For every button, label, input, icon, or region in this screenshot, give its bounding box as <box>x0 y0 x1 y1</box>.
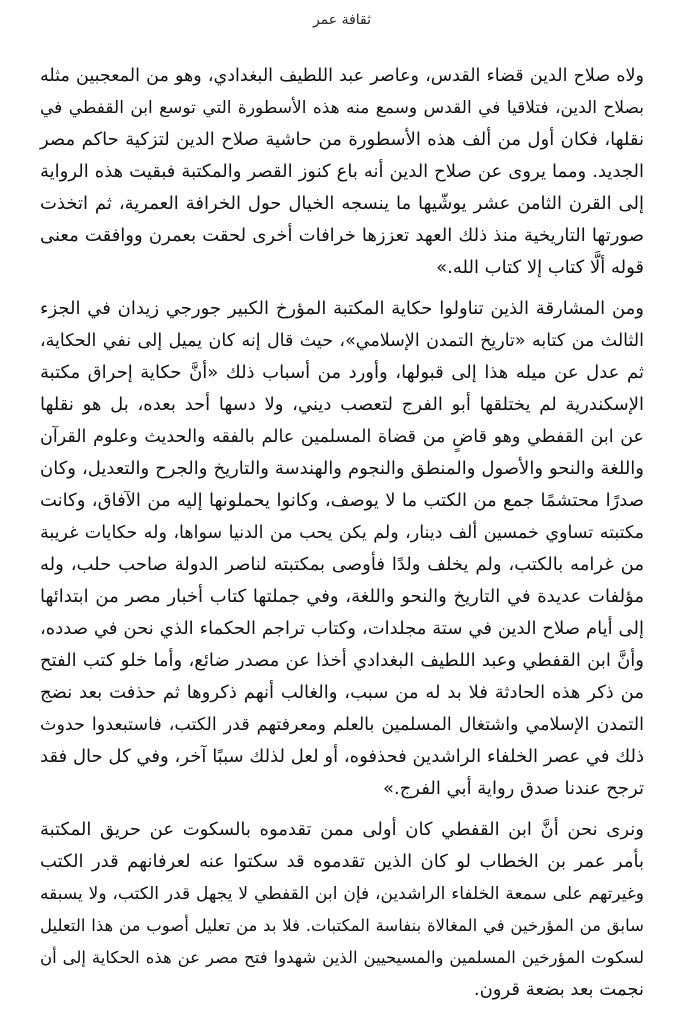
text-line: إلى أيام صلاح الدين في ستة مجلدات، وكتاب تراجم الحكماء الذي نحن في صدده، <box>40 618 644 639</box>
text-line: واللغة والنحو والأصول والمنطق والنجوم والهندسة والتاريخ والجرح والتعديل، وكان <box>40 458 644 479</box>
text-line: صورتها التاريخية منذ ذلك العهد تعززها خرافات أخرى لحقت بعمرن ووافقت معنى <box>40 225 644 246</box>
body-text <box>40 60 644 1015</box>
text-line: الإسكندرية لم يختلقها أبو الفرج لتعصب ديني، ولا دسها أحد بعده، بل هو نقلها <box>40 394 644 415</box>
text-line: التمدن الإسلامي واشتغال المسلمين بالعلم ومعرفتهم قدر الكتب، فاستبعدوا حدوث <box>40 715 644 735</box>
text-line: ثم عدل عن ميله هذا إلى قبولها، وأورد من أسباب ذلك «أنَّ حكاية إحراق مكتبة <box>40 362 644 383</box>
text-line: لسكوت المؤرخين المسلمين والمسيحيين الذين شهدوا فتح مصر عن هذه الحكاية إلى أن <box>40 948 644 967</box>
text-line: قوله ألَّا كتاب إلا كتاب الله.» <box>436 257 644 278</box>
text-line: ونرى نحن أنَّ ابن القفطي كان أولى ممن تقدموه بالسكوت عن حريق المكتبة <box>40 819 644 840</box>
text-line: ذلك في عصر الخلفاء الراشدين فحذفوه، أو لعل لذلك سببًا آخر، وفي كل حال فقد <box>40 746 644 767</box>
text-line: مكتبته تساوي خمسين ألف دينار، ولم يكن يحب من الدنيا سواها، وله حكايات غريبة <box>40 523 644 543</box>
running-header: ثقافة عمر <box>312 12 372 28</box>
paragraph <box>40 814 644 1006</box>
text-line: نقلها، فكان أول من ألف هذه الأسطورة من حاشية صلاح الدين لتزكية حاكم مصر <box>40 129 644 150</box>
text-line: وأنَّ ابن القفطي وعبد اللطيف البغدادي أخذا عن مصدر ضائع، وأما خلو كتب الفتح <box>40 650 644 671</box>
text-line: الثالث من كتابه «تاريخ التمدن الإسلامي»، حيث قال إنه كان يميل إلى نفي الحكاية، <box>40 331 644 351</box>
text-line: صدرًا محتشمًا جمع من الكتب ما لا يوصف، وكانوا يحملونها إليه من الآفاق، وكانت <box>40 490 644 511</box>
text-line: بأمر عمر بن الخطاب لو كان الذين تقدموه قد سكتوا عنه لعرفانهم قدر الكتب <box>40 851 644 872</box>
text-line: بصلاح الدين، فتلاقيا في القدس وسمع منه هذه الأسطورة التي توسع ابن القفطي في <box>40 98 644 118</box>
text-line: عن ابن القفطي وهو قاضٍ من قضاة المسلمين عالم بالفقه والحديث وعلوم القرآن <box>40 427 644 447</box>
text-line: وغيرتهم على سمعة الخلفاء الراشدين، فإن ابن القفطي لا يجهل قدر الكتب، ولا يسبقه <box>40 884 644 904</box>
text-line: ولاه صلاح الدين قضاء القدس، وعاصر عبد اللطيف البغدادي، وهو من المعجبين مثله <box>40 66 644 86</box>
text-line: مؤلفات عديدة في التاريخ والنحو واللغة، وفي جملتها كتاب أخبار مصر من ابتدائها <box>40 586 644 607</box>
text-line: ترجح عندنا صدق رواية أبي الفرج.» <box>382 778 644 799</box>
text-line: سابق من المؤرخين في المغالاة بنفاسة المكتبات. فلا بد من تعليل أصوب من هذا التعليل <box>40 916 644 935</box>
paragraph <box>40 60 644 284</box>
text-line: الجديد. ومما يروى عن صلاح الدين أنه باع كنوز القصر والمكتبة فبقيت هذه الرواية <box>40 161 644 182</box>
text-line: من غرامه بالكتب، ولم يخلف ولدًا فأوصى بمكتبته لناصر الدولة صاحب حلب، وله <box>40 554 644 575</box>
text-line: ومن المشارقة الذين تناولوا حكاية المكتبة المؤرخ الكبير جورجي زيدان في الجزء <box>40 298 644 319</box>
text-line: إلى القرن الثامن عشر يوشّيها ما ينسجه الخيال حول الخرافة العمرية، ثم اتخذت <box>40 193 644 214</box>
paragraph <box>40 293 644 805</box>
text-line: نجمت بعد بضعة قرون. <box>473 979 644 1000</box>
text-line: من ذكر هذه الحادثة فلا بد له من سبب، والغالب أنهم ذكروها ثم حذفت بعد نضج <box>40 682 644 703</box>
